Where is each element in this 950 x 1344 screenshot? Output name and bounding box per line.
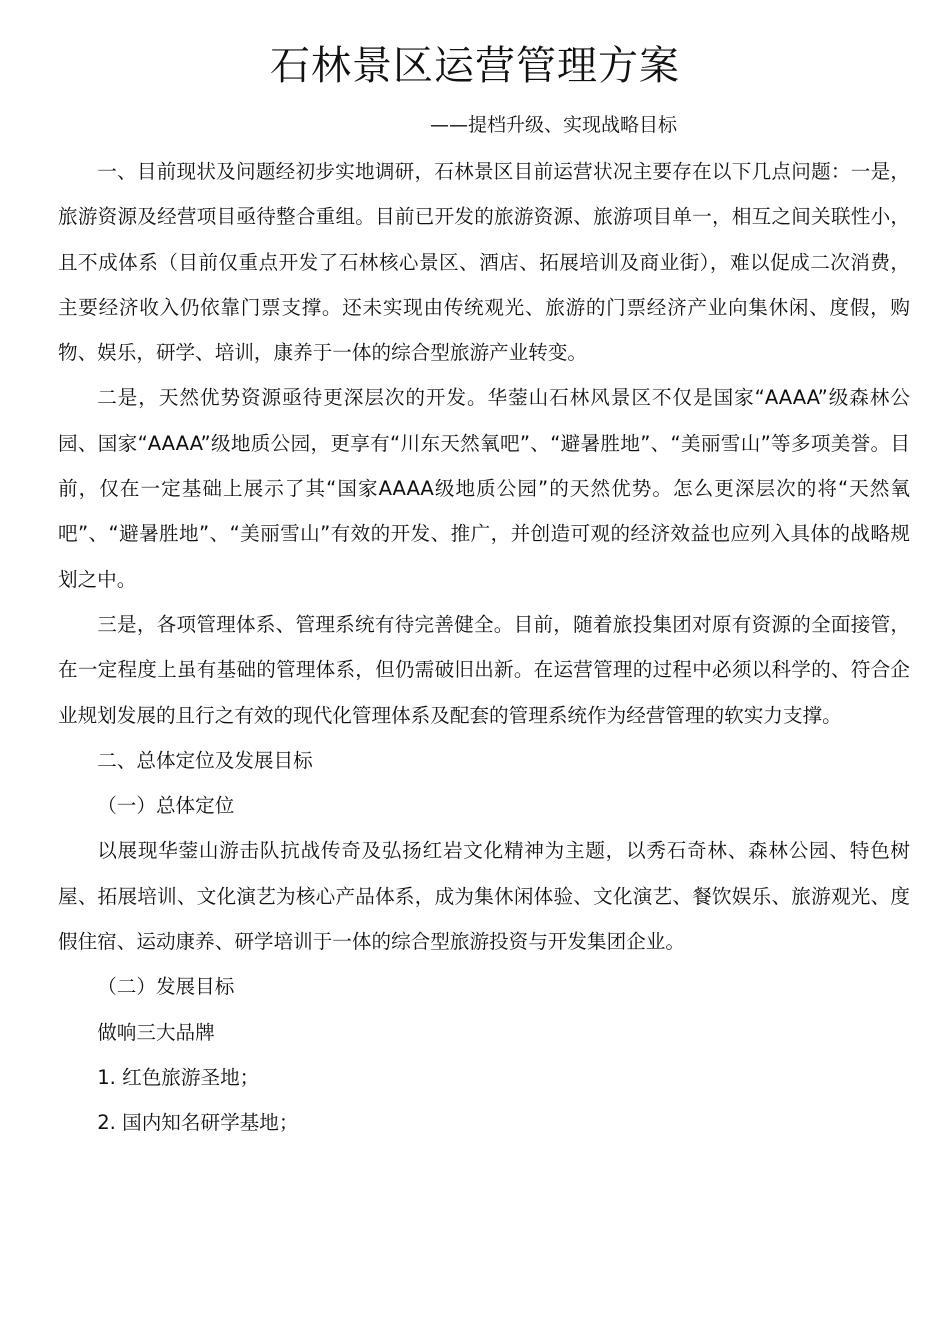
- document-subtitle: ——提档升级、实现战略目标: [430, 114, 678, 136]
- paragraph-management-system: 三是，各项管理体系、管理系统有待完善健全。目前，随着旅投集团对原有资源的全面接管，在一定程度上虽有基础的管理体系，但仍需破旧出新。在运营管理的过程中必须以科学的、符合企业规划发展的且行之有效的现代化管理体系及配套的管理系统作为经营管理的软实力支撑。: [58, 612, 910, 727]
- document-body: [58, 149, 910, 1146]
- paragraph-current-status: 一、目前现状及问题经初步实地调研，石林景区目前运营状况主要存在以下几点问题：一是，旅游资源及经营项目亟待整合重组。目前已开发的旅游资源、旅游项目单一，相互之间关联性小，且不成体系（目前仅重点开发了石林核心景区、酒店、拓展培训及商业街），难以促成二次消费，主要经济收入仍依靠门票支撑。还未实现由传统观光、旅游的门票经济产业向集休闲、度假，购物、娱乐，研学、培训，康养于一体的综合型旅游产业转变。: [58, 160, 910, 365]
- list-item-brand-1: 1. 红色旅游圣地；: [97, 1065, 260, 1089]
- brands-heading: 做响三大品牌: [97, 1020, 215, 1044]
- document-title: 石林景区运营管理方案: [270, 43, 680, 89]
- paragraph-positioning: 以展现华蓥山游击队抗战传奇及弘扬红岩文化精神为主题，以秀石奇林、森林公园、特色树屋、拓展培训、文化演艺为核心产品体系，成为集休闲体验、文化演艺、餐饮娱乐、旅游观光、度假住宿、运动康养、研学培训于一体的综合型旅游投资与开发集团企业。: [58, 839, 910, 954]
- paragraph-natural-resources: 二是，天然优势资源亟待更深层次的开发。华蓥山石林风景区不仅是国家“AAAA”级森林公园、国家“AAAA”级地质公园，更享有“川东天然氧吧”、“避暑胜地”、“美丽雪山”等多项美誉。目前，仅在一定基础上展示了其“国家AAAA级地质公园”的天然优势。怎么更深层次的将“天然氧吧”、“避暑胜地”、“美丽雪山”有效的开发、推广，并创造可观的经济效益也应列入具体的战略规划之中。: [58, 386, 910, 591]
- subsection-heading-overall-positioning: （一）总体定位: [97, 794, 235, 818]
- subsection-heading-development-goals: （二）发展目标: [97, 975, 235, 999]
- list-item-brand-2: 2. 国内知名研学基地；: [97, 1111, 299, 1135]
- section-heading-positioning-goals: 二、总体定位及发展目标: [97, 748, 313, 772]
